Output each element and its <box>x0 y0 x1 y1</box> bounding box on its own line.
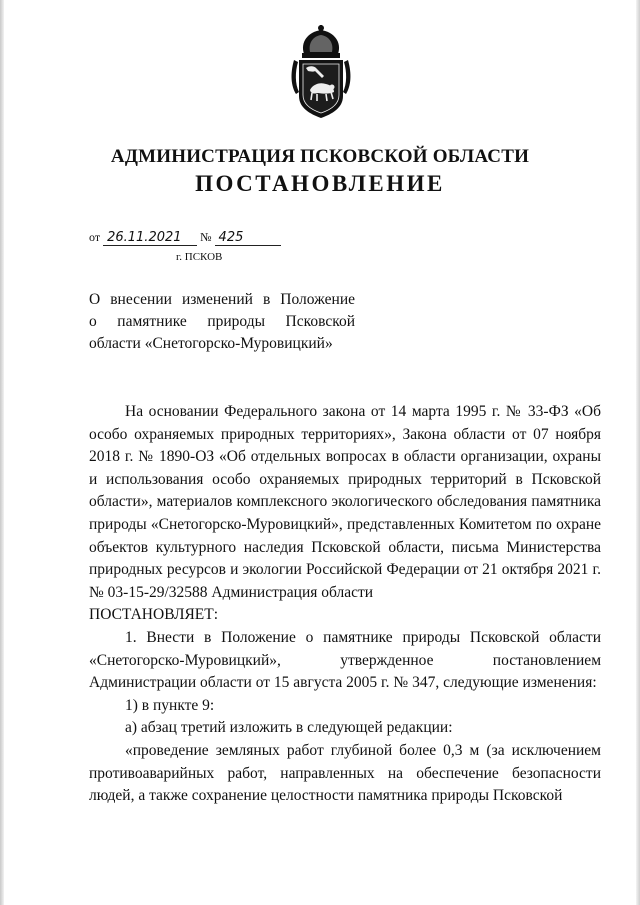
subject-line: о памятнике природы Псковской <box>89 313 355 330</box>
date-label: от <box>89 230 101 244</box>
body-paragraph: а) абзац третий изложить в следующей редакции: <box>125 719 453 737</box>
scan-edge-left <box>0 0 4 905</box>
document-number: 425 <box>215 231 281 246</box>
subject-line: области «Снетогорско-Муровицкий» <box>89 335 333 352</box>
organization-title: АДМИНИСТРАЦИЯ ПСКОВСКОЙ ОБЛАСТИ <box>110 146 530 167</box>
body-paragraph: 1. Внести в Положение о памятнике природы Псковской области «Снетогорско-Муровицкий», утвержденное постановлением Администрации области от 15 августа 2005 г. № 347, следующие изменения: <box>89 628 601 692</box>
pskov-oblast-coat-of-arms-icon <box>286 24 356 120</box>
scan-edge-right <box>636 0 640 905</box>
document-subject <box>89 289 355 355</box>
body-paragraph: «проведение земляных работ глубиной более 0,3 м (за исключением противоаварийных работ, направленных на обеспечение безопасности людей, а также сохранение целостности памятника природы Псковской <box>89 741 601 805</box>
city-label: г. ПСКОВ <box>176 251 223 263</box>
document-type-title: ПОСТАНОВЛЕНИЕ <box>195 171 445 196</box>
subject-line: О внесении изменений в Положение <box>89 291 355 308</box>
date-number-line <box>89 230 281 246</box>
body-paragraph: 1) в пункте 9: <box>125 696 215 714</box>
body-paragraph-ending: ПОСТАНОВЛЯЕТ: <box>89 606 219 624</box>
number-label: № <box>200 230 212 244</box>
document-body <box>89 401 601 808</box>
body-paragraph: На основании Федерального закона от 14 марта 1995 г. № 33-ФЗ «Об особо охраняемых природных территориях», Закона области от 07 ноября 2018 г. № 1890-ОЗ «Об отдельных вопросах в области организации, охраны и использования особо охраняемых природных территорий в Псковской области», материалов комплексного экологического обследования памятника природы «Снетогорско-Муровицкий», представленных Комитетом по охране объектов культурного наследия Псковской области, письма Министерства природных ресурсов и экологии Российской Федерации от 21 октября 2021 г. № 03-15-29/32588 Администрация области <box>89 403 601 601</box>
document-date: 26.11.2021 <box>103 231 197 246</box>
